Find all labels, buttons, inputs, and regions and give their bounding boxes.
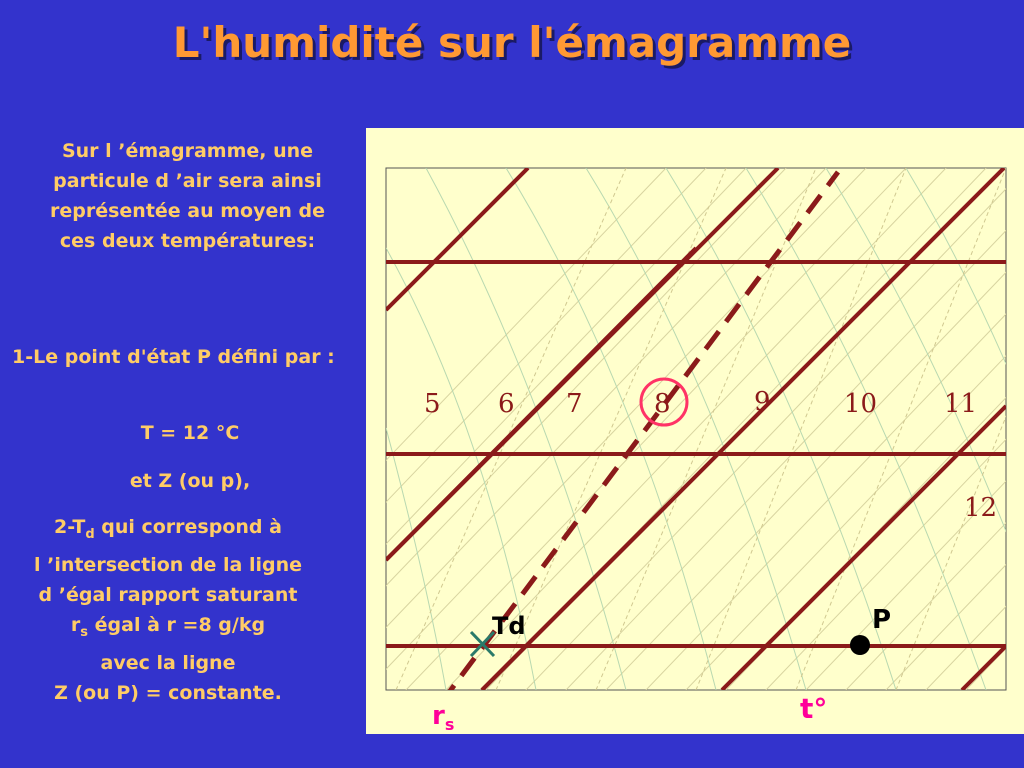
pressure-lines <box>386 262 1006 646</box>
z-text: et Z (ou p), <box>129 470 251 492</box>
rs-label-r: r <box>432 701 445 731</box>
dewpoint-definition-text <box>8 512 328 708</box>
rs-label <box>432 701 454 734</box>
ratio-label-11: 11 <box>944 389 978 419</box>
td-line5: avec la ligne <box>100 651 236 674</box>
ratio-label-6: 6 <box>498 389 515 419</box>
temp-axis-label: t° <box>800 692 828 725</box>
td-label: Td <box>492 612 526 640</box>
slide-title: L'humidité sur l'émagramme <box>172 18 852 67</box>
temperature-text: T = 12 °C <box>140 422 240 444</box>
point-definition-text: 1-Le point d'état P défini par : <box>12 346 335 368</box>
emagram-svg <box>366 128 1024 734</box>
ratio-label-10: 10 <box>844 389 878 419</box>
td-line2: l ’intersection de la ligne <box>33 553 303 576</box>
td-line4-r: r <box>70 613 81 636</box>
point-p-label: P <box>872 605 892 635</box>
ratio-label-12: 12 <box>964 493 998 523</box>
td-prefix: 2-T <box>54 516 86 538</box>
emagram-diagram <box>366 128 1024 734</box>
ratio-label-9: 9 <box>754 387 771 417</box>
state-point-p <box>850 635 870 655</box>
td-line4-sub: s <box>80 624 89 640</box>
td-line6: Z (ou P) = constante. <box>54 681 282 704</box>
intro-text: Sur l ’émagramme, une particule d ’air sera ainsi représentée au moyen de ces deux températures: <box>49 140 326 252</box>
thin-line-grid <box>366 168 1024 703</box>
td-line4-rest: égal à r =8 g/kg <box>88 613 266 636</box>
ratio-label-5: 5 <box>424 389 441 419</box>
thin-mixing-lines <box>396 168 1024 690</box>
td-subscript: d <box>85 526 95 542</box>
ratio-label-8: 8 <box>654 389 671 419</box>
rs-label-sub: s <box>444 715 455 734</box>
ratio-label-7: 7 <box>566 389 583 419</box>
td-line1: qui correspond à <box>94 516 282 538</box>
td-line3: d ’égal rapport saturant <box>38 583 298 606</box>
